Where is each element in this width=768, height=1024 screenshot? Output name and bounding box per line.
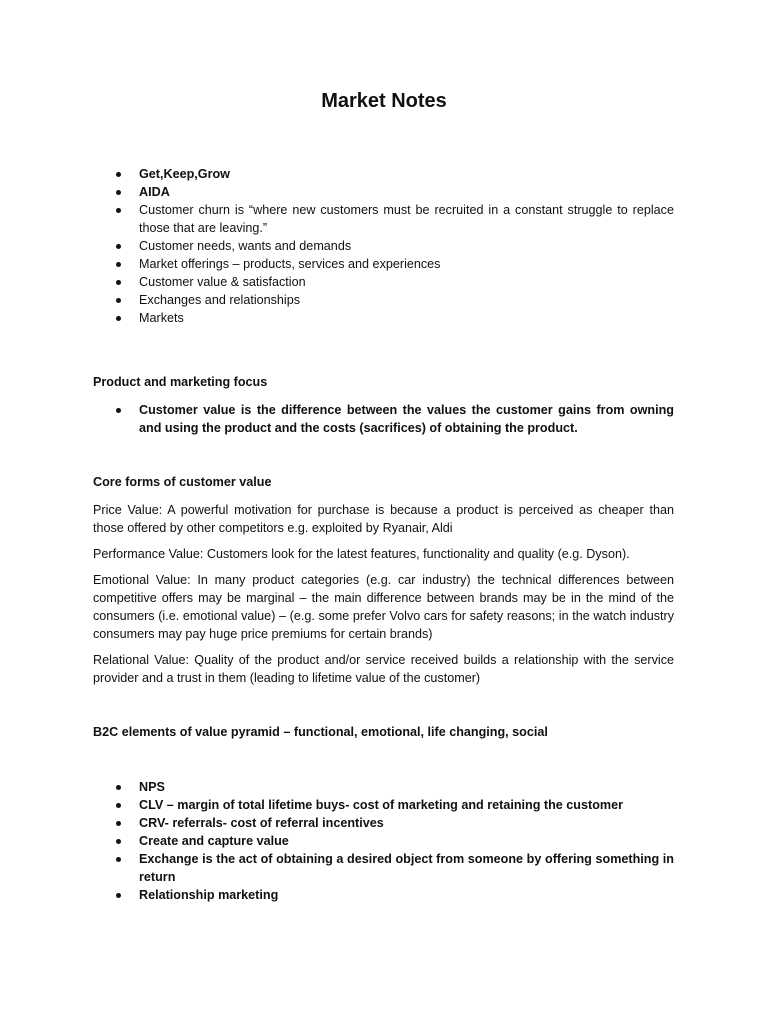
paragraph-price-value: Price Value: A powerful motivation for purchase is because a product is perceived as cheaper than those offered by other competitors e.g. exploited by Ryanair, Aldi [93,503,674,535]
list-item-text: NPS [139,780,165,794]
product-focus-bullet-list [93,401,674,437]
bullet-icon [116,785,121,790]
list-item [93,183,674,201]
bullet-icon [116,280,121,285]
list-item [93,201,674,237]
list-item [93,255,674,273]
paragraph-relational-value: Relational Value: Quality of the product and/or service received builds a relationship with the service provider and a trust in them (leading to lifetime value of the customer) [93,653,674,685]
bullet-icon [116,408,121,413]
bullet-icon [116,857,121,862]
list-item-text: Customer needs, wants and demands [139,239,352,253]
summary-bullet-list [93,778,674,904]
section-heading-b2c: B2C elements of value pyramid – functional, emotional, life changing, social [93,725,548,739]
list-item [93,273,674,291]
bullet-icon [116,821,121,826]
bullet-icon [116,262,121,267]
intro-bullet-list [93,165,674,327]
bullet-icon [116,172,121,177]
list-item [93,814,674,832]
list-item-text: Customer value & satisfaction [139,275,306,289]
list-item-text: Market offerings – products, services and experiences [139,257,441,271]
section-heading-product-focus: Product and marketing focus [93,375,268,389]
bullet-icon [116,316,121,321]
list-item [93,401,674,437]
list-item-text: Markets [139,311,184,325]
list-item-text: CRV- referrals- cost of referral incentives [139,816,384,830]
bullet-icon [116,208,121,213]
list-item-text: Relationship marketing [139,888,279,902]
bullet-icon [116,190,121,195]
section-heading-core-forms: Core forms of customer value [93,475,272,489]
paragraph-performance-value: Performance Value: Customers look for the latest features, functionality and quality (e.g. Dyson). [93,547,630,561]
list-item [93,886,674,904]
list-item [93,796,674,814]
document-body [93,165,674,904]
bullet-icon [116,298,121,303]
list-item [93,778,674,796]
list-item-text: Customer value is the difference between the values the customer gains from owning and using the product and the costs (sacrifices) of obtaining the product. [139,403,674,435]
list-item-text: AIDA [139,185,170,199]
list-item [93,237,674,255]
list-item-text: Get,Keep,Grow [139,167,230,181]
bullet-icon [116,893,121,898]
page-title: Market Notes [321,90,447,112]
list-item [93,309,674,327]
bullet-icon [116,244,121,249]
paragraph-emotional-value: Emotional Value: In many product categories (e.g. car industry) the technical differences between competitive offers may be marginal – the main difference between brands may be in the mind of the consumers (i.e. emotional value) – (e.g. some prefer Volvo cars for safety reasons; in the watch industry consumers may pay huge price premiums for certain brands) [93,573,674,641]
bullet-icon [116,803,121,808]
list-item-text: CLV – margin of total lifetime buys- cost of marketing and retaining the customer [139,798,623,812]
bullet-icon [116,839,121,844]
list-item [93,850,674,886]
list-item-text: Customer churn is “where new customers must be recruited in a constant struggle to replace those that are leaving.” [139,203,674,235]
list-item [93,165,674,183]
list-item [93,832,674,850]
list-item-text: Create and capture value [139,834,289,848]
list-item [93,291,674,309]
list-item-text: Exchanges and relationships [139,293,301,307]
list-item-text: Exchange is the act of obtaining a desired object from someone by offering something in return [139,852,674,884]
